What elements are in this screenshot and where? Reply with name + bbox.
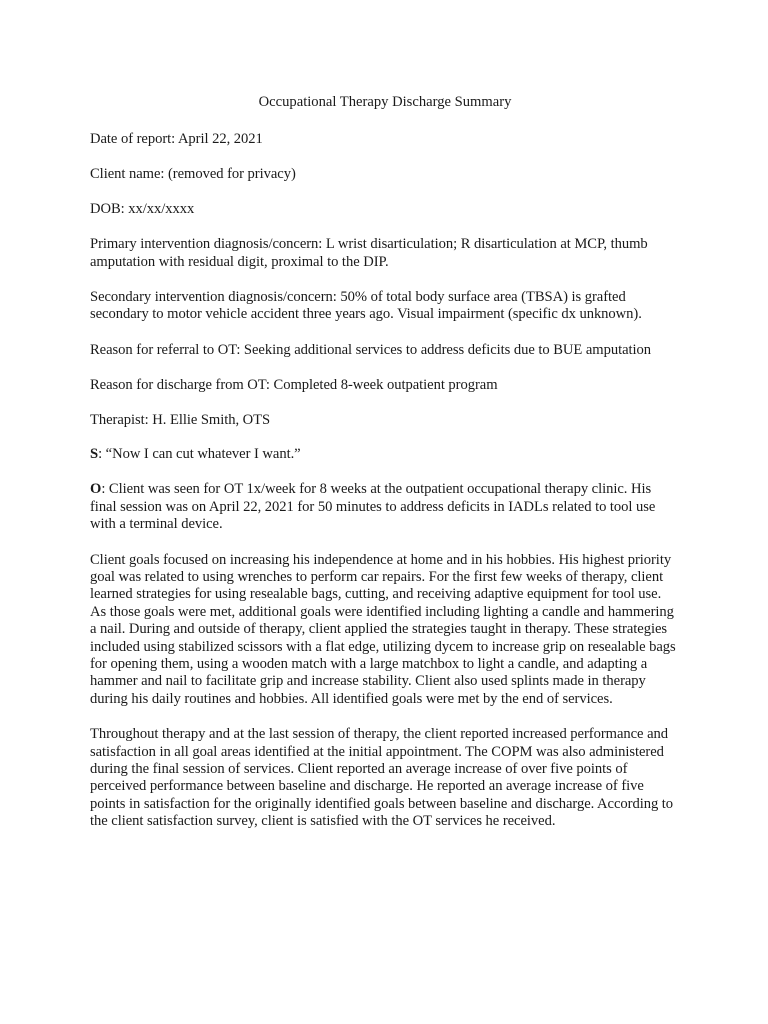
client-name: Client name: (removed for privacy) — [90, 166, 296, 183]
objective-text: : Client was seen for OT 1x/week for 8 weeks at the outpatient occupational therapy clinic. His final session was on April 22, 2021 for 50 minutes to address deficits in IADLs related to tool use with a terminal device. — [90, 481, 656, 533]
subjective-section — [90, 446, 680, 463]
objective-section — [90, 481, 680, 533]
date-of-birth: DOB: xx/xx/xxxx — [90, 201, 195, 218]
discharge-reason: Reason for discharge from OT: Completed 8-week outpatient program — [90, 376, 498, 393]
outcomes-paragraph: Throughout therapy and at the last session of therapy, the client reported increased performance and satisfaction in all goal areas identified at the initial appointment. The COPM was also administered during the final session of services. Client reported an average increase of over five points of perceived performance between baseline and discharge. He reported an average increase of five points in satisfaction for the originally identified goals between baseline and discharge. According to the client satisfaction survey, client is satisfied with the OT services he received. — [90, 726, 674, 830]
secondary-diagnosis: Secondary intervention diagnosis/concern: 50% of total body surface area (TBSA) is grafted secondary to motor vehicle accident three years ago. Visual impairment (specific dx unknown). — [90, 288, 642, 323]
primary-diagnosis: Primary intervention diagnosis/concern: L wrist disarticulation; R disarticulation at MCP, thumb amputation with residual digit, proximal to the DIP. — [90, 236, 648, 270]
objective-label: O — [90, 481, 102, 498]
document-page — [90, 94, 680, 849]
referral-reason: Reason for referral to OT: Seeking additional services to address deficits due to BUE amputation — [90, 341, 652, 358]
date-of-report: Date of report: April 22, 2021 — [90, 131, 263, 148]
therapist: Therapist: H. Ellie Smith, OTS — [90, 411, 271, 428]
goals-paragraph: Client goals focused on increasing his independence at home and in his hobbies. His highest priority goal was related to using wrenches to perform car repairs. For the first few weeks of therapy, client learned strategies for using resealable bags, cutting, and receiving adaptive equipment for tool use. As those goals were met, additional goals were identified including lighting a candle and hammering a nail. During and outside of therapy, client applied the strategies taught in therapy. These strategies included using stabilized scissors with a flat edge, utilizing dycem to increase grip on resealable bags for opening them, using a wooden match with a large matchbox to light a candle, and adapting a hammer and nail to facilitate grip and increase stability. Client also used splints made in therapy during his daily routines and hobbies. All identified goals were met by the end of services. — [90, 551, 676, 707]
document-title: Occupational Therapy Discharge Summary — [258, 94, 512, 110]
subjective-label: S — [90, 446, 99, 463]
subjective-text: : “Now I can cut whatever I want.” — [98, 446, 301, 463]
